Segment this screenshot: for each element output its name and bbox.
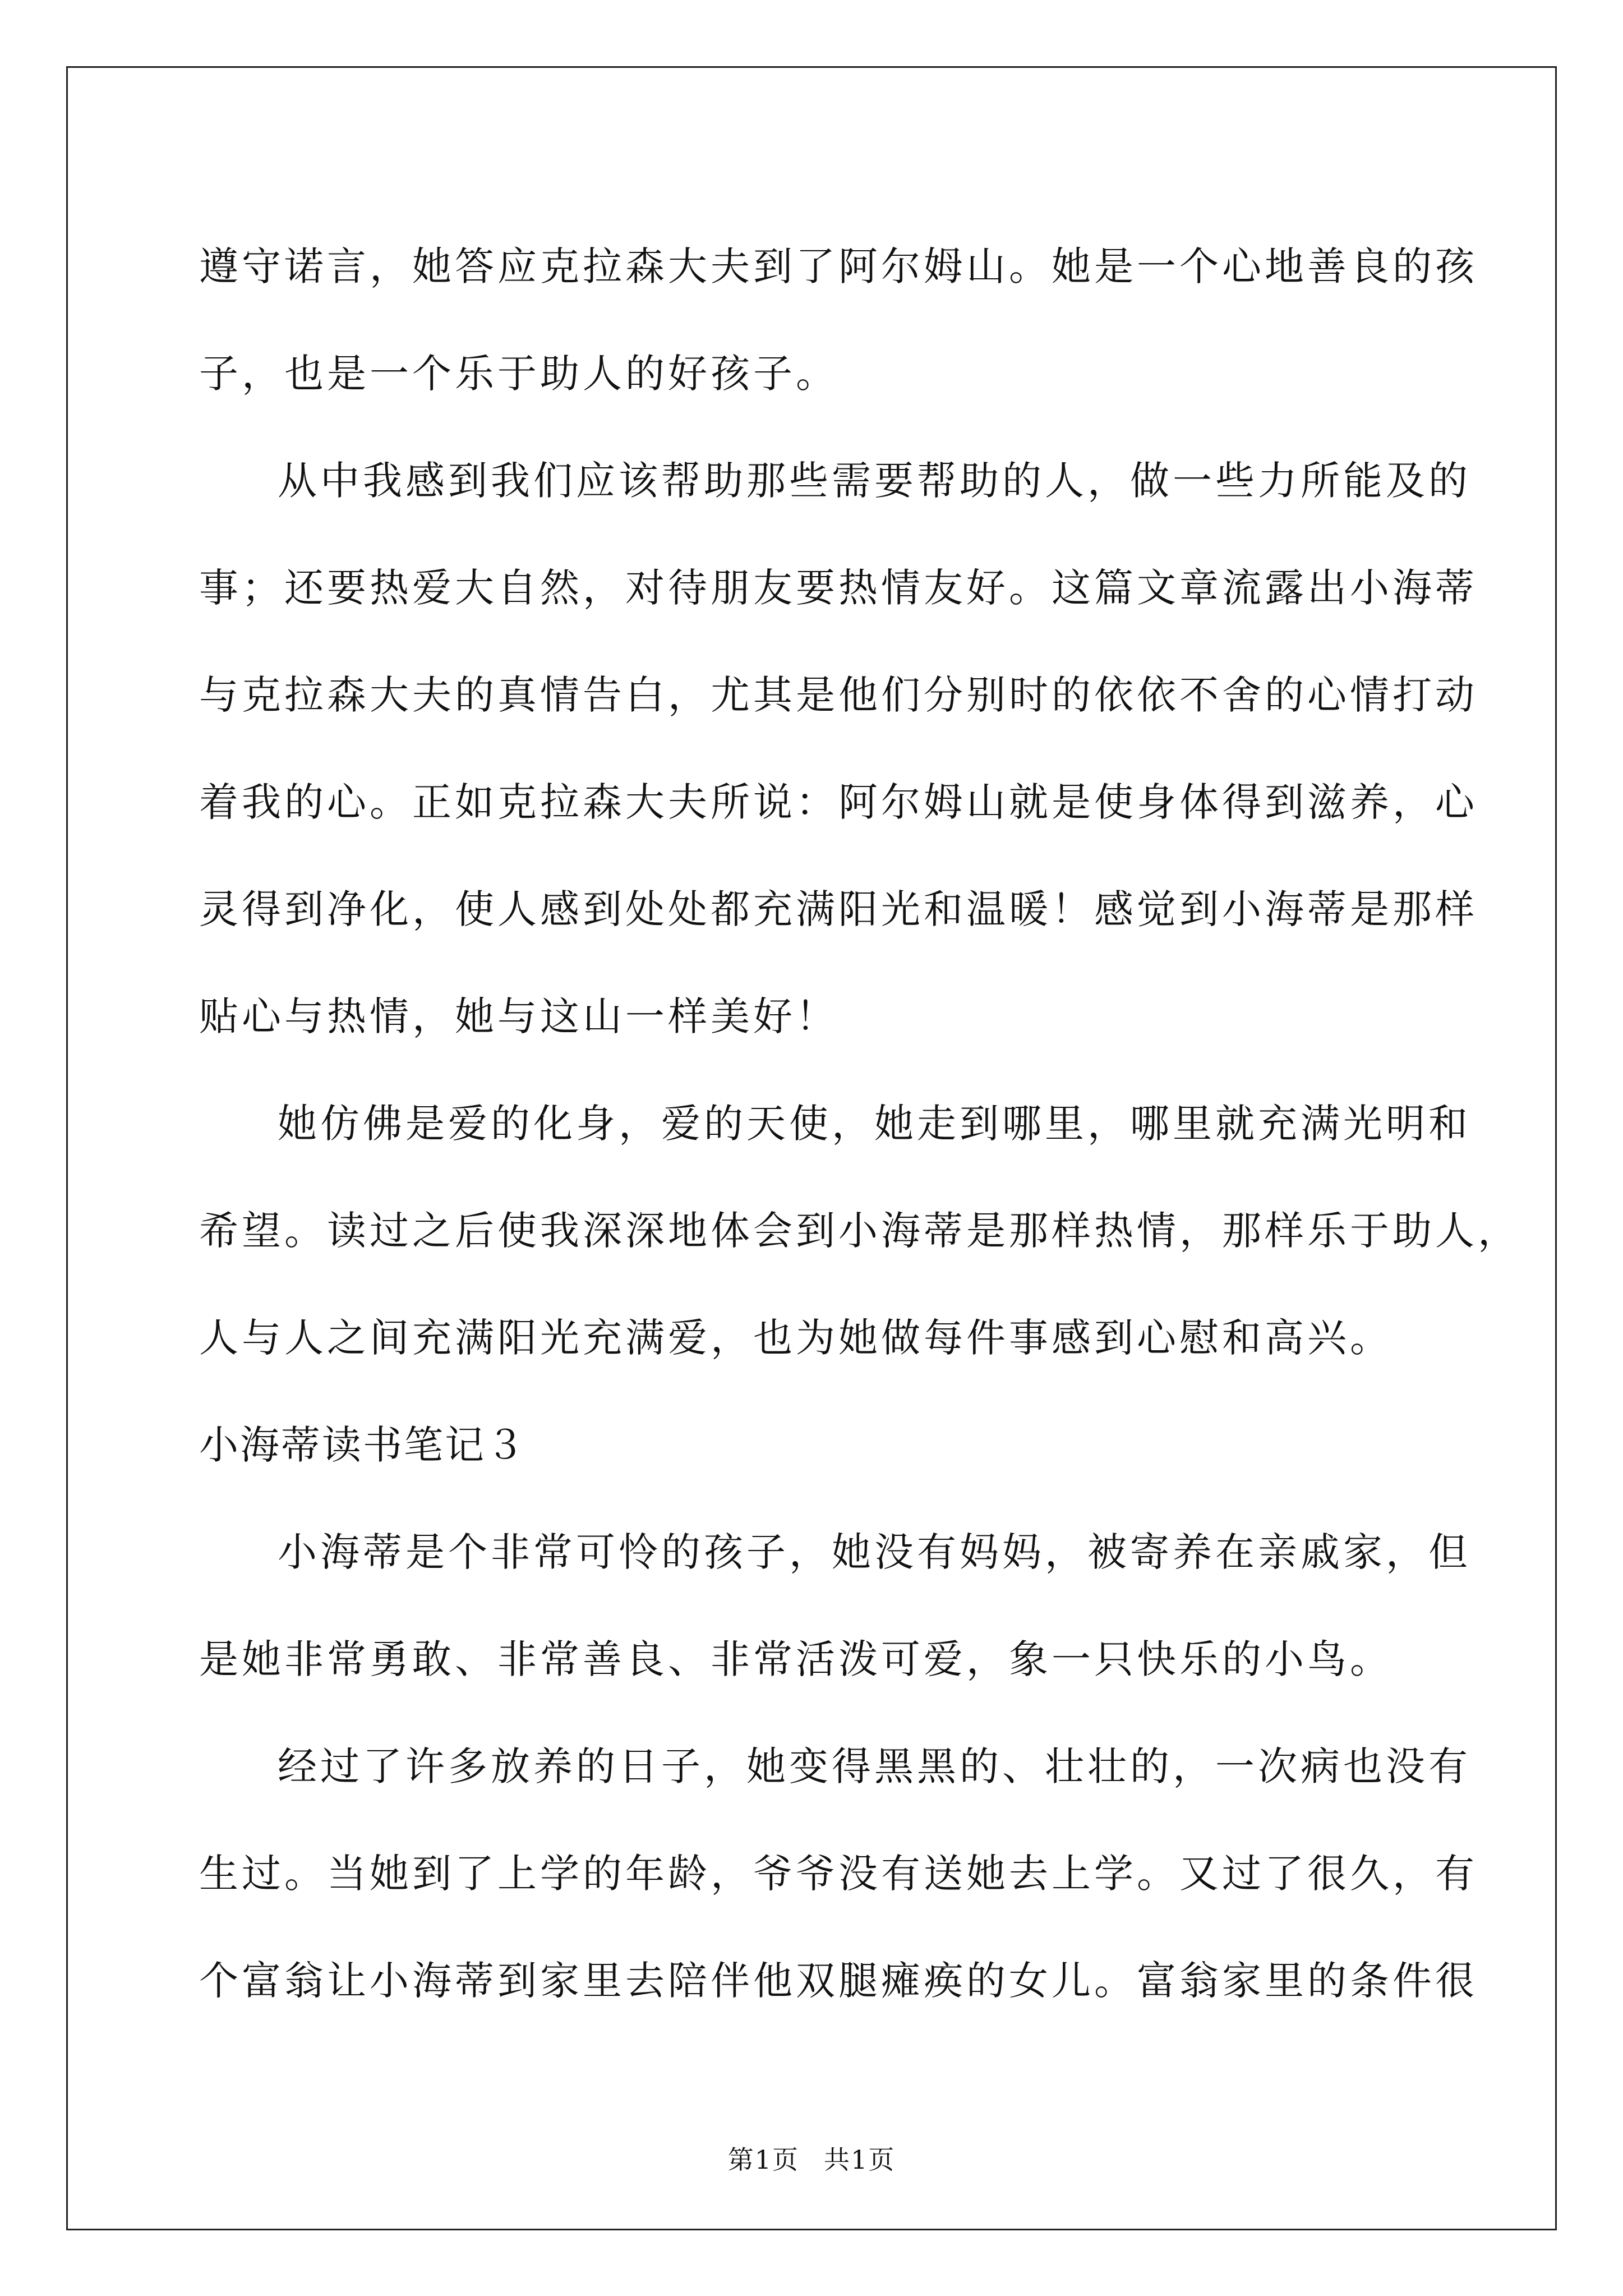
text-line: 从中我感到我们应该帮助那些需要帮助的人，做一些力所能及的 — [278, 458, 1471, 504]
text-line: 她仿佛是爱的化身，爱的天使，她走到哪里，哪里就充满光明和 — [278, 1101, 1471, 1147]
text-line: 着我的心。正如克拉森大夫所说：阿尔姆山就是使身体得到滋养，心 — [199, 779, 1478, 825]
text-line: 贴心与热情，她与这山一样美好！ — [199, 993, 838, 1039]
text-line: 是她非常勇敢、非常善良、非常活泼可爱，象一只快乐的小鸟。 — [199, 1636, 1393, 1682]
page-footer — [0, 2143, 1623, 2177]
text-line: 经过了许多放养的日子，她变得黑黑的、壮壮的，一次病也没有 — [278, 1743, 1471, 1789]
paragraph-3 — [199, 1070, 1520, 1392]
document-body — [199, 213, 1520, 2035]
paragraph-5 — [199, 1713, 1478, 2035]
text-line: 希望。读过之后使我深深地体会到小海蒂是那样热情，那样乐于助人， — [199, 1208, 1520, 1254]
paragraph-2 — [199, 427, 1478, 1070]
text-line: 事；还要热爱大自然，对待朋友要热情友好。这篇文章流露出小海蒂 — [199, 565, 1478, 611]
text-line: 生过。当她到了上学的年龄，爷爷没有送她去上学。又过了很久，有 — [199, 1851, 1478, 1897]
page-number: 第1页 — [727, 2145, 799, 2175]
text-line: 灵得到净化，使人感到处处都充满阳光和温暖！感觉到小海蒂是那样 — [199, 886, 1478, 932]
text-line: 小海蒂是个非常可怜的孩子，她没有妈妈，被寄养在亲戚家，但 — [278, 1529, 1471, 1575]
page-count: 共1页 — [824, 2145, 896, 2175]
text-line: 与克拉森大夫的真情告白，尤其是他们分别时的依依不舍的心情打动 — [199, 672, 1478, 718]
paragraph-1 — [199, 213, 1478, 427]
text-line: 个富翁让小海蒂到家里去陪伴他双腿瘫痪的女儿。富翁家里的条件很 — [199, 1958, 1478, 2004]
paragraph-4 — [199, 1499, 1471, 1713]
text-line: 人与人之间充满阳光充满爱，也为她做每件事感到心慰和高兴。 — [199, 1315, 1393, 1361]
text-line: 子，也是一个乐于助人的好孩子。 — [199, 351, 838, 397]
text-line: 遵守诺言，她答应克拉森大夫到了阿尔姆山。她是一个心地善良的孩 — [199, 243, 1478, 289]
section-heading: 小海蒂读书笔记３ — [199, 1422, 527, 1468]
